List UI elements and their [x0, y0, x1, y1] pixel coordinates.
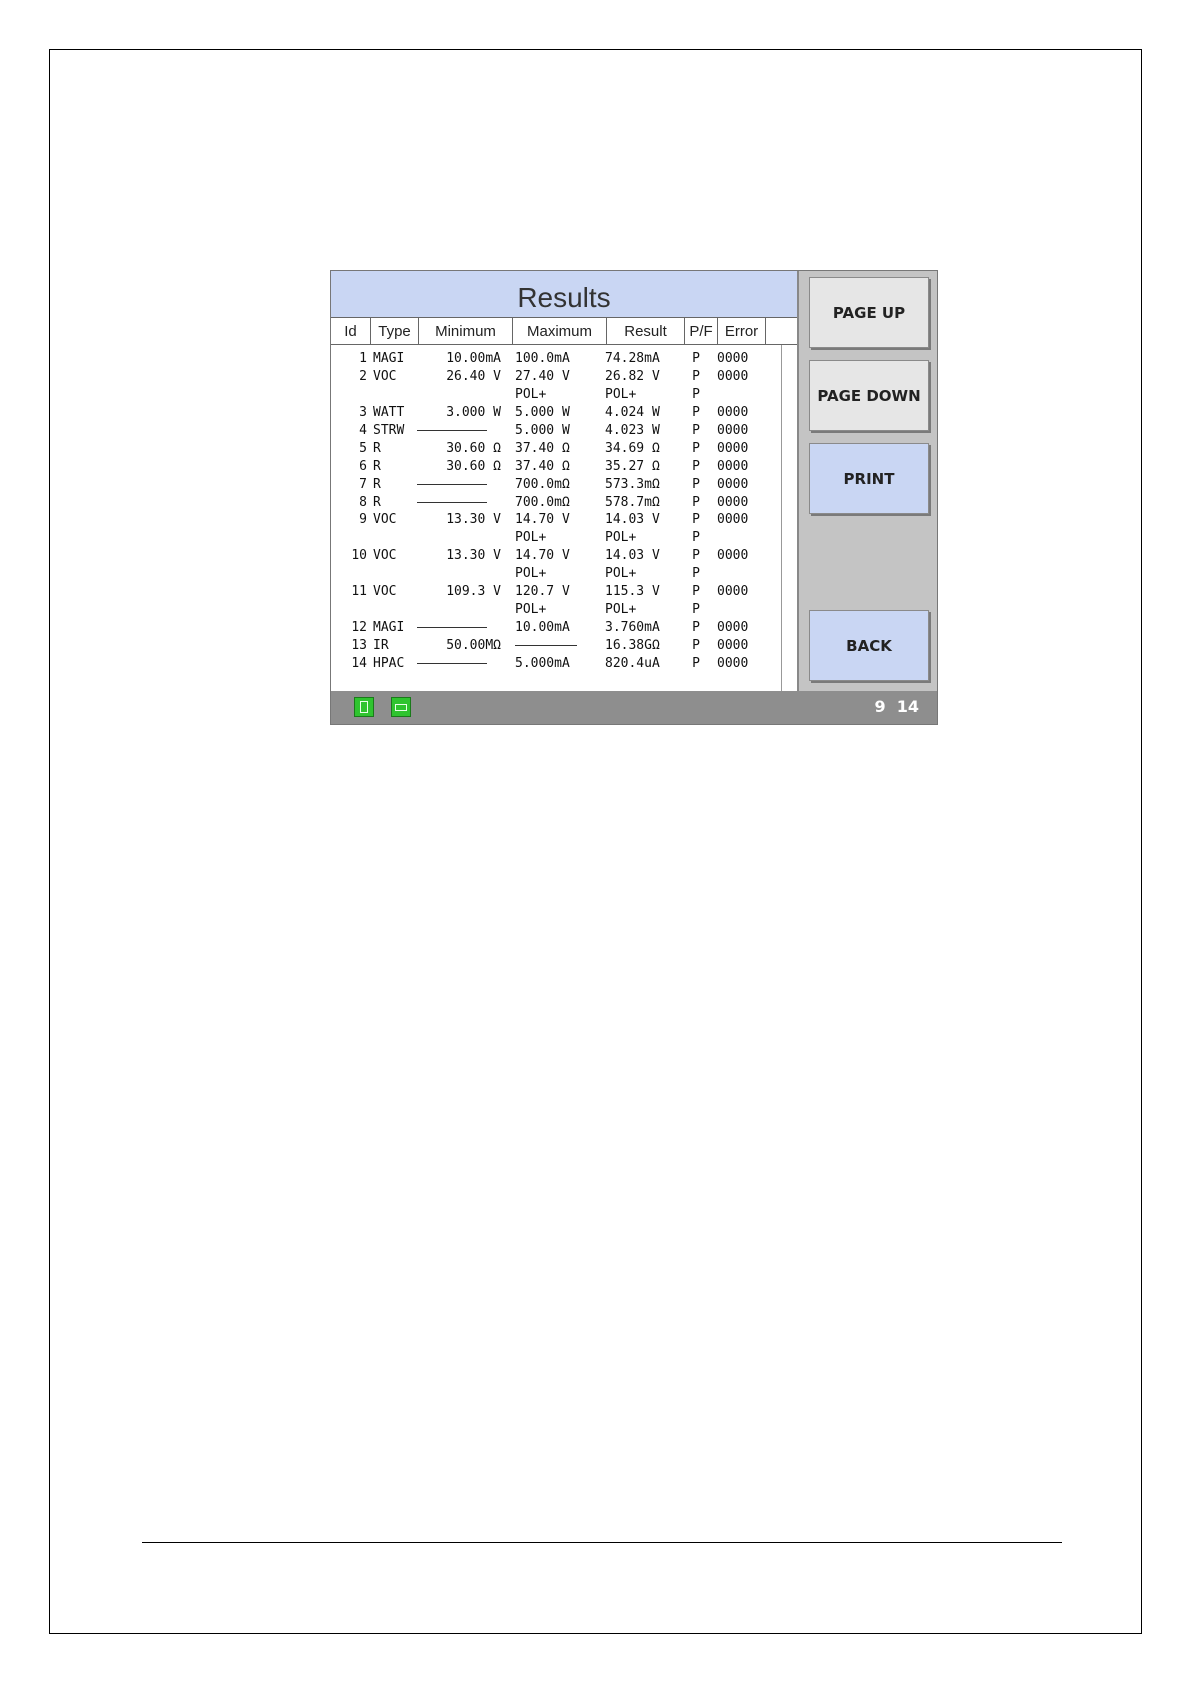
table-row: [331, 600, 781, 618]
cell-minimum: 10.00mA: [446, 351, 501, 367]
title-bar: [331, 271, 799, 317]
table-row: [331, 636, 781, 654]
empty-value-dash: [417, 663, 487, 664]
cell-id: 3: [359, 405, 367, 421]
cell-error: 0000: [717, 637, 749, 653]
printer-icon[interactable]: [391, 697, 411, 717]
cell-error: 0000: [717, 476, 749, 492]
cell-error: 0000: [717, 494, 749, 510]
cell-result: 578.7mΩ: [605, 494, 660, 510]
cell-minimum: 109.3 V: [446, 584, 501, 600]
cell-result: 4.024 W: [605, 405, 660, 421]
cell-minimum: [417, 627, 513, 628]
column-header-minimum: Minimum: [419, 318, 513, 344]
cell-pass-fail: P: [692, 476, 700, 492]
empty-value-dash: [417, 430, 487, 431]
table-row: [331, 457, 781, 475]
cell-result: 14.03 V: [605, 512, 660, 528]
cell-maximum: 10.00mA: [515, 619, 570, 635]
table-row: [331, 618, 781, 636]
column-header-type: Type: [371, 318, 419, 344]
empty-value-dash: [515, 645, 577, 646]
table-row: [331, 654, 781, 672]
cell-result: POL+: [605, 387, 637, 403]
cell-type: HPAC: [373, 655, 405, 671]
footer-rule: [142, 1542, 1062, 1543]
cell-maximum: POL+: [515, 566, 547, 582]
page-title: Results: [517, 282, 611, 313]
cell-maximum: 27.40 V: [515, 369, 570, 385]
table-row: [331, 529, 781, 547]
cell-error: 0000: [717, 548, 749, 564]
back-button[interactable]: BACK: [809, 610, 929, 681]
cell-result: 3.760mA: [605, 619, 660, 635]
cell-id: 4: [359, 423, 367, 438]
page-total: 14: [896, 697, 919, 716]
cell-result: 26.82 V: [605, 369, 660, 385]
table-row: [331, 583, 781, 601]
cell-pass-fail: P: [692, 548, 700, 564]
cell-pass-fail: P: [692, 619, 700, 635]
cell-error: 0000: [717, 369, 749, 385]
cell-minimum: [417, 502, 513, 503]
cell-result: 35.27 Ω: [605, 458, 660, 474]
table-body: [331, 350, 781, 672]
cell-id: 5: [359, 440, 367, 456]
cell-result: 14.03 V: [605, 548, 660, 564]
cell-pass-fail: P: [692, 423, 700, 438]
cell-maximum: 700.0mΩ: [515, 494, 570, 510]
cell-minimum: 50.00MΩ: [446, 637, 501, 653]
cell-result: 74.28mA: [605, 351, 660, 367]
cell-error: 0000: [717, 619, 749, 635]
cell-pass-fail: P: [692, 440, 700, 456]
table-row: [331, 475, 781, 493]
cell-id: 7: [359, 476, 367, 492]
cell-result: 34.69 Ω: [605, 440, 660, 456]
cell-type: VOC: [373, 548, 397, 564]
cell-minimum: 3.000 W: [446, 405, 501, 421]
cell-id: 14: [351, 655, 367, 671]
cell-minimum: 30.60 Ω: [446, 440, 501, 456]
cell-type: WATT: [373, 405, 405, 421]
scrollbar-track[interactable]: [781, 345, 782, 691]
cell-pass-fail: P: [692, 405, 700, 421]
cell-pass-fail: P: [692, 601, 700, 617]
cell-error: 0000: [717, 512, 749, 528]
cell-error: 0000: [717, 458, 749, 474]
cell-type: VOC: [373, 584, 397, 600]
cell-pass-fail: P: [692, 530, 700, 546]
column-header-id: Id: [331, 318, 371, 344]
cell-maximum: 37.40 Ω: [515, 458, 570, 474]
cell-minimum: [417, 663, 513, 664]
list-icon[interactable]: [354, 697, 374, 717]
table-row: [331, 368, 781, 386]
cell-result: POL+: [605, 566, 637, 582]
table-row: [331, 386, 781, 404]
cell-minimum: [417, 484, 513, 485]
cell-maximum: 100.0mA: [515, 351, 570, 367]
cell-maximum: 5.000mA: [515, 655, 570, 671]
cell-id: 11: [351, 584, 367, 600]
cell-error: 0000: [717, 655, 749, 671]
cell-pass-fail: P: [692, 351, 700, 367]
cell-type: MAGI: [373, 619, 405, 635]
cell-maximum: 37.40 Ω: [515, 440, 570, 456]
results-table: [331, 317, 799, 691]
page-current: 9: [874, 697, 886, 716]
table-row: [331, 404, 781, 422]
cell-maximum: 120.7 V: [515, 584, 570, 600]
cell-error: 0000: [717, 405, 749, 421]
empty-value-dash: [417, 627, 487, 628]
cell-minimum: [417, 430, 513, 431]
cell-maximum: 5.000 W: [515, 423, 570, 438]
print-button[interactable]: PRINT: [809, 443, 929, 514]
cell-id: 13: [351, 637, 367, 653]
cell-id: 1: [359, 351, 367, 367]
cell-pass-fail: P: [692, 494, 700, 510]
cell-minimum: 13.30 V: [446, 548, 501, 564]
cell-result: 16.38GΩ: [605, 637, 660, 653]
cell-pass-fail: P: [692, 387, 700, 403]
table-row: [331, 493, 781, 511]
table-header: [331, 317, 797, 345]
cell-pass-fail: P: [692, 637, 700, 653]
empty-value-dash: [417, 502, 487, 503]
cell-pass-fail: P: [692, 655, 700, 671]
page-down-button[interactable]: PAGE DOWN: [809, 360, 929, 431]
cell-id: 2: [359, 369, 367, 385]
cell-error: 0000: [717, 351, 749, 367]
table-row: [331, 547, 781, 565]
table-row: [331, 565, 781, 583]
cell-pass-fail: P: [692, 584, 700, 600]
cell-type: VOC: [373, 369, 397, 385]
cell-maximum: POL+: [515, 530, 547, 546]
page-indicator: [874, 697, 919, 716]
cell-minimum: 26.40 V: [446, 369, 501, 385]
cell-maximum: 14.70 V: [515, 512, 570, 528]
table-row: [331, 511, 781, 529]
cell-maximum: 700.0mΩ: [515, 476, 570, 492]
cell-maximum: 5.000 W: [515, 405, 570, 421]
page-up-button[interactable]: PAGE UP: [809, 277, 929, 348]
cell-type: R: [373, 440, 381, 456]
cell-error: 0000: [717, 440, 749, 456]
cell-result: 820.4uA: [605, 655, 660, 671]
cell-id: 10: [351, 548, 367, 564]
cell-id: 12: [351, 619, 367, 635]
column-header-result: Result: [607, 318, 685, 344]
cell-maximum: POL+: [515, 601, 547, 617]
cell-type: VOC: [373, 512, 397, 528]
cell-id: 6: [359, 458, 367, 474]
cell-error: 0000: [717, 584, 749, 600]
cell-result: 4.023 W: [605, 423, 660, 438]
cell-result: 573.3mΩ: [605, 476, 660, 492]
status-bar: [331, 691, 937, 724]
cell-minimum: 13.30 V: [446, 512, 501, 528]
cell-id: 9: [359, 512, 367, 528]
cell-type: R: [373, 476, 381, 492]
cell-type: STRW: [373, 423, 405, 438]
cell-result: POL+: [605, 530, 637, 546]
cell-error: 0000: [717, 423, 749, 438]
cell-pass-fail: P: [692, 512, 700, 528]
table-row: [331, 350, 781, 368]
table-row: [331, 439, 781, 457]
cell-maximum: 14.70 V: [515, 548, 570, 564]
cell-result: POL+: [605, 601, 637, 617]
cell-type: R: [373, 494, 381, 510]
cell-type: R: [373, 458, 381, 474]
cell-type: IR: [373, 637, 389, 653]
cell-pass-fail: P: [692, 369, 700, 385]
cell-minimum: 30.60 Ω: [446, 458, 501, 474]
cell-type: MAGI: [373, 351, 405, 367]
table-row: [331, 422, 781, 440]
results-screen: [330, 270, 938, 725]
cell-maximum: POL+: [515, 387, 547, 403]
scrollbar-header: [766, 318, 797, 344]
cell-id: 8: [359, 494, 367, 510]
cell-result: 115.3 V: [605, 584, 660, 600]
cell-pass-fail: P: [692, 458, 700, 474]
empty-value-dash: [417, 484, 487, 485]
column-header-error: Error: [718, 318, 766, 344]
column-header-pass-fail: P/F: [685, 318, 718, 344]
cell-maximum: [513, 645, 595, 646]
column-header-maximum: Maximum: [513, 318, 607, 344]
cell-pass-fail: P: [692, 566, 700, 582]
